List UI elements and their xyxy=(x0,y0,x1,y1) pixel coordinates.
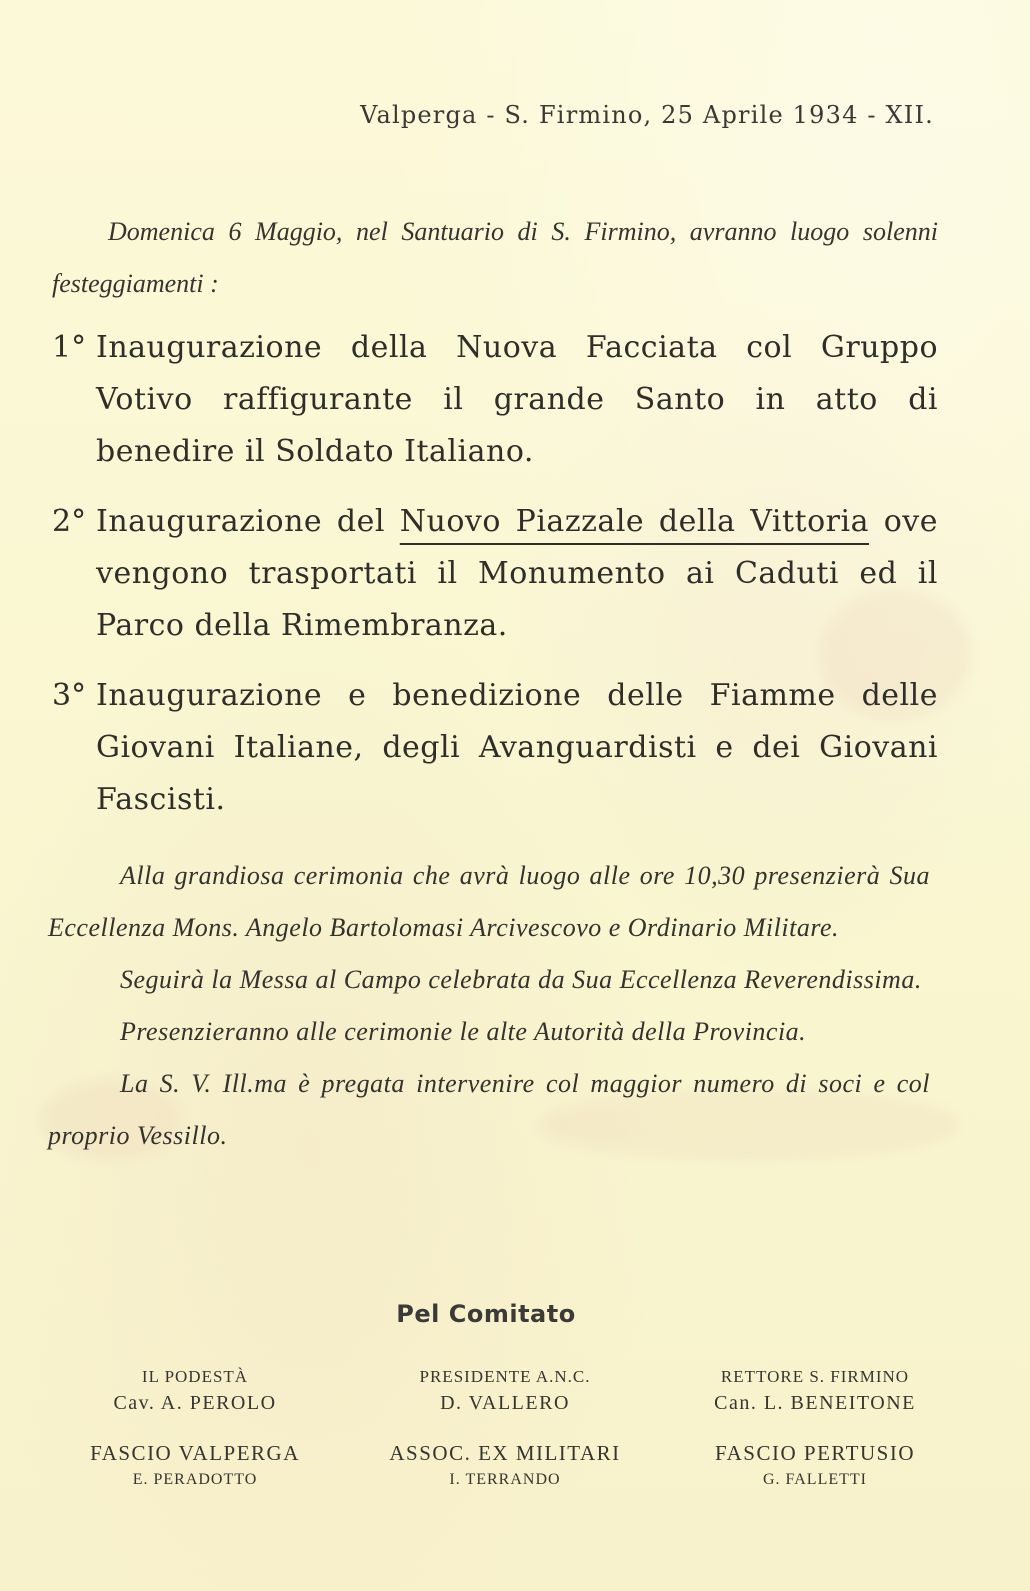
program-item-3 xyxy=(52,670,938,826)
signature-role: IL PODESTÀ xyxy=(141,1367,249,1386)
signature-role: FASCIO PERTUSIO xyxy=(715,1441,915,1465)
signature-fascio-pertusio xyxy=(660,1438,970,1492)
item-text: Inaugurazione e benedizione delle Fiamme delle Giovani Italiane, degli Avanguardisti e dei Giovani Fascisti. xyxy=(96,678,938,817)
signature-podesta xyxy=(40,1366,350,1418)
signature-assoc-ex-militari xyxy=(350,1438,660,1492)
dateline: Valperga - S. Firmino, 25 Aprile 1934 - XII. xyxy=(360,101,934,129)
signature-name: E. PERADOTTO xyxy=(132,1471,258,1488)
item-number: 3° xyxy=(52,678,87,713)
mass-paragraph: Seguirà la Messa al Campo celebrata da Sua Eccellenza Reverendissima. xyxy=(120,965,922,994)
signature-role: PRESIDENTE A.N.C. xyxy=(419,1367,591,1386)
invitation-paragraph: La S. V. Ill.ma è pregata intervenire col maggior numero di soci e col proprio Vessillo. xyxy=(48,1069,930,1150)
committee-heading: Pel Comitato xyxy=(396,1300,576,1328)
underlined-place-name: Nuovo Piazzale della Vittoria xyxy=(399,504,869,539)
item-number: 2° xyxy=(52,504,87,539)
signature-role: ASSOC. EX MILITARI xyxy=(389,1441,621,1465)
signatures-grid xyxy=(40,1366,970,1492)
signature-name: Cav. A. PEROLO xyxy=(113,1392,277,1414)
program-item-2 xyxy=(52,496,938,652)
signature-rettore xyxy=(660,1366,970,1418)
item-text: Inaugurazione della Nuova Facciata col Gruppo Votivo raffigurante il grande Santo in atto di benedire il Soldato Italiano. xyxy=(96,330,938,469)
intro-paragraph xyxy=(52,206,938,310)
signature-name: G. FALLETTI xyxy=(762,1471,867,1488)
announcement-body xyxy=(48,850,930,1162)
item-text-start: Inaugurazione del xyxy=(96,504,400,539)
item-text xyxy=(96,496,938,652)
signature-role: FASCIO VALPERGA xyxy=(90,1441,300,1465)
authorities-paragraph: Presenzieranno alle cerimonie le alte Autorità della Provincia. xyxy=(120,1017,807,1046)
intro-text: Domenica 6 Maggio, nel Santuario di S. Firmino, avranno luogo solenni festeggiamenti : xyxy=(52,217,938,298)
item-number: 1° xyxy=(52,330,87,365)
signature-name: Can. L. BENEITONE xyxy=(714,1392,916,1414)
item-text-end: ove vengono trasportati il Monumento ai Caduti ed il Parco della Rimembranza. xyxy=(96,504,938,643)
signature-presidente xyxy=(350,1366,660,1418)
signature-role: RETTORE S. FIRMINO xyxy=(720,1367,910,1386)
signature-fascio-valperga xyxy=(40,1438,350,1492)
ceremony-paragraph: Alla grandiosa cerimonia che avrà luogo alle ore 10,30 presenzierà Sua Eccellenza Mons. Angelo Bartolomasi Arcivescovo e Ordinario Militare. xyxy=(48,861,930,942)
signature-name: D. VALLERO xyxy=(440,1392,570,1414)
signature-name: I. TERRANDO xyxy=(449,1471,561,1488)
program-item-1 xyxy=(52,322,938,478)
